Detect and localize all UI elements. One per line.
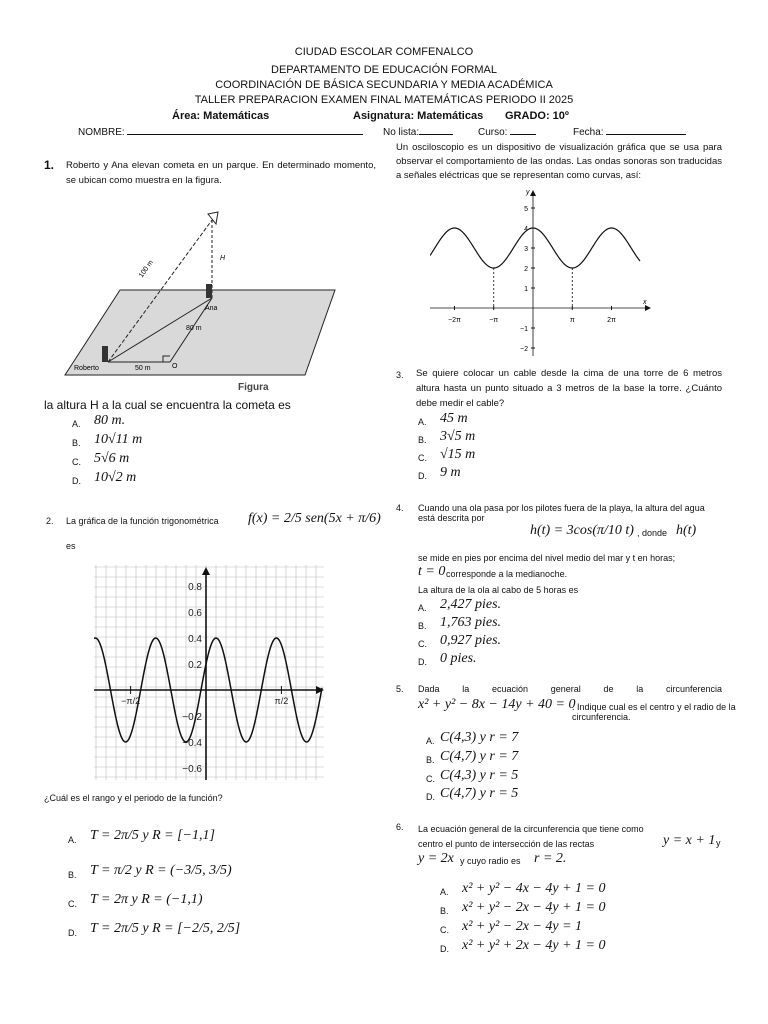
q5-option-c-letter: C.: [426, 774, 435, 784]
q4-option-b[interactable]: 1,763 pies.: [440, 615, 502, 630]
course-label: Curso:: [478, 127, 508, 138]
y-tick-label: −0.2: [182, 712, 202, 723]
q6-option-d[interactable]: x² + y² + 2x − 4y + 1 = 0: [462, 938, 606, 953]
area-label: Área: Matemáticas: [172, 110, 270, 122]
q4-option-a-letter: A.: [418, 603, 427, 613]
q6-number: 6.: [396, 822, 404, 832]
grade-label: GRADO: 10º: [505, 110, 569, 122]
list-label: No lista:: [383, 127, 420, 138]
q4-option-d-letter: D.: [418, 657, 427, 667]
y-tick-label: −2: [520, 346, 528, 353]
y-axis-label: y: [526, 189, 530, 196]
q2-text-after: es: [66, 541, 76, 551]
q5-equation: x² + y² − 8x − 14y + 40 = 0: [418, 697, 576, 712]
q5-option-a[interactable]: C(4,3) y r = 7: [440, 730, 519, 745]
q1-text: Roberto y Ana elevan cometa en un parque. En determinado momento, se ubican como muestra en la figura.: [66, 160, 376, 186]
y-tick-label: 0.2: [188, 660, 202, 671]
label-100m: 100 m: [137, 259, 155, 280]
oscilloscope-graph: [430, 188, 655, 360]
q3-option-c[interactable]: √15 m: [440, 447, 476, 462]
label-roberto: Roberto: [74, 365, 99, 372]
date-blank[interactable]: [606, 134, 686, 135]
q5-text1: Dada la ecuación general de la circunferencia: [418, 684, 722, 694]
q6-radius: r = 2.: [534, 851, 567, 866]
label-50m: 50 m: [135, 365, 151, 372]
coordination: COORDINACIÓN DE BÁSICA SECUNDARIA Y MEDIA ACADÉMICA: [215, 79, 553, 91]
q1-option-c-letter: C.: [72, 457, 81, 467]
q5-number: 5.: [396, 684, 404, 694]
name-blank[interactable]: [127, 134, 363, 135]
q1-option-a[interactable]: 80 m.: [94, 413, 126, 428]
q4-option-b-letter: B.: [418, 621, 427, 631]
y-tick-label: 3: [524, 246, 528, 253]
q4-text1: Cuando una ola pasa por los pilotes fuera de la playa, la altura del agua está descrita por: [418, 503, 705, 523]
q6-option-b-letter: B.: [440, 906, 449, 916]
y-tick-label: 2: [524, 266, 528, 273]
y-axis-arrow: [530, 190, 536, 196]
q1-question: la altura H a la cual se encuentra la cometa es: [44, 398, 291, 412]
q2-option-b-letter: B.: [68, 870, 77, 880]
q4-text4: corresponde a la medianoche.: [446, 569, 568, 579]
q5-option-d-letter: D.: [426, 792, 435, 802]
q6-option-c[interactable]: x² + y² − 2x − 4y = 1: [462, 919, 583, 934]
q1-number: 1.: [44, 158, 55, 172]
q2-question: ¿Cuál es el rango y el periodo de la función?: [44, 793, 223, 803]
y-axis-arrow: [202, 567, 210, 575]
q4-formula: h(t) = 3cos(π/10 t): [530, 523, 634, 538]
y-tick-label: 5: [524, 206, 528, 213]
q5-option-a-letter: A.: [426, 736, 435, 746]
q6-and: y: [716, 838, 721, 848]
y-tick-label: −0.6: [182, 764, 202, 775]
list-blank[interactable]: [419, 134, 453, 135]
x-tick-label: −2π: [448, 317, 461, 324]
x-tick-label: 2π: [607, 317, 616, 324]
label-80m: 80 m: [186, 325, 202, 332]
x-tick-label: −π/2: [121, 696, 141, 706]
q5-option-c[interactable]: C(4,3) y r = 5: [440, 768, 519, 783]
q4-number: 4.: [396, 503, 404, 513]
q2-function: f(x) = 2/5 sen(5x + π/6): [248, 511, 381, 526]
q1-option-d[interactable]: 10√2 m: [94, 470, 137, 485]
q3-option-b-letter: B.: [418, 435, 427, 445]
q6-text1: La ecuación general de la circunferencia que tiene como centro el punto de intersección de las rectas: [418, 824, 644, 849]
name-label: NOMBRE:: [78, 127, 125, 138]
q6-option-d-letter: D.: [440, 944, 449, 954]
q2-option-d[interactable]: T = 2π/5 y R = [−2/5, 2/5]: [90, 921, 241, 936]
q6-text2: y cuyo radio es: [460, 856, 521, 866]
q6-line1: y = x + 1: [663, 833, 716, 848]
label-ana: Ana: [205, 305, 218, 312]
q6-option-a[interactable]: x² + y² − 4x − 4y + 1 = 0: [462, 881, 606, 896]
q1-option-b[interactable]: 10√11 m: [94, 432, 143, 447]
q4-option-a[interactable]: 2,427 pies.: [440, 597, 502, 612]
q3-option-c-letter: C.: [418, 453, 427, 463]
date-field[interactable]: [573, 127, 686, 138]
course-blank[interactable]: [510, 134, 536, 135]
q3-text: Se quiere colocar un cable desde la cima de una torre de 6 metros altura hasta un punto situado a 3 metros de la base la torre. ¿Cuánto debe medir el cable?: [416, 368, 722, 409]
q5-option-b[interactable]: C(4,7) y r = 7: [440, 749, 519, 764]
q3-option-b[interactable]: 3√5 m: [440, 429, 476, 444]
q1-option-a-letter: A.: [72, 419, 81, 429]
q5-text2: . Indique cual es el centro y el radio de la circunferencia.: [572, 702, 736, 722]
q2-option-c-letter: C.: [68, 899, 77, 909]
q4-option-d[interactable]: 0 pies.: [440, 651, 477, 666]
q2-graph: [94, 565, 324, 780]
q5-option-d[interactable]: C(4,7) y r = 5: [440, 786, 519, 801]
q2-text: La gráfica de la función trigonométrica: [66, 516, 219, 526]
q6-option-a-letter: A.: [440, 887, 449, 897]
q3-number: 3.: [396, 370, 404, 380]
y-tick-label: −1: [520, 326, 528, 333]
label-o: O: [172, 363, 178, 370]
worksheet-title: TALLER PREPARACION EXAMEN FINAL MATEMÁTICAS PERIODO II 2025: [194, 94, 574, 106]
label-h: H: [220, 255, 226, 262]
figure-caption: Figura: [238, 382, 269, 393]
subject-label: Asignatura: Matemáticas: [353, 110, 484, 122]
x-tick-label: π/2: [274, 696, 289, 706]
q6-option-b[interactable]: x² + y² − 2x − 4y + 1 = 0: [462, 900, 606, 915]
q4-option-c-letter: C.: [418, 639, 427, 649]
x-tick-label: π: [569, 317, 575, 324]
school-name: CIUDAD ESCOLAR COMFENALCO: [294, 46, 474, 58]
q4-question: La altura de la ola al cabo de 5 horas es: [418, 585, 579, 595]
q3-option-d-letter: D.: [418, 471, 427, 481]
q6-option-c-letter: C.: [440, 925, 449, 935]
y-tick-label: 0.6: [188, 608, 202, 619]
q1-option-c[interactable]: 5√6 m: [94, 451, 130, 466]
q4-text3: se mide en pies por encima del nivel medio del mar y t en horas;: [418, 553, 676, 563]
q4-option-c[interactable]: 0,927 pies.: [440, 633, 502, 648]
y-tick-label: 0.4: [188, 634, 202, 645]
q2-option-b[interactable]: T = π/2 y R = (−3/5, 3/5): [90, 863, 232, 878]
q1-option-d-letter: D.: [72, 476, 81, 486]
name-field[interactable]: [78, 127, 363, 138]
q2-option-a[interactable]: T = 2π/5 y R = [−1,1]: [90, 828, 215, 843]
q3-option-d[interactable]: 9 m: [440, 465, 461, 480]
y-tick-label: 1: [524, 286, 528, 293]
x-tick-label: −π: [489, 317, 499, 324]
q2-number: 2.: [46, 516, 54, 526]
q4-text2: , donde: [637, 528, 668, 538]
q4-ht: h(t): [676, 523, 697, 538]
q3-option-a-letter: A.: [418, 417, 427, 427]
q4-t0: t = 0: [418, 564, 446, 579]
q1-figure: [60, 200, 370, 395]
y-tick-label: 4: [524, 226, 528, 233]
x-axis-label: x: [643, 299, 647, 306]
course-field[interactable]: [478, 127, 536, 138]
q5-option-b-letter: B.: [426, 755, 435, 765]
y-tick-label: 0.8: [188, 582, 202, 593]
department: DEPARTAMENTO DE EDUCACIÓN FORMAL: [271, 64, 497, 76]
q1-option-b-letter: B.: [72, 438, 81, 448]
q6-line2: y = 2x: [418, 851, 454, 866]
q2-option-d-letter: D.: [68, 928, 77, 938]
oscillo-intro: Un osciloscopio es un dispositivo de visualización gráfica que se usa para observar el comportamiento de las ondas. Las ondas sonoras son traducidas a señales eléctricas que se representan como curvas, así:: [396, 142, 722, 181]
y-tick-label: −0.4: [182, 738, 202, 749]
q2-option-c[interactable]: T = 2π y R = (−1,1): [90, 892, 203, 907]
q2-option-a-letter: A.: [68, 835, 77, 845]
q3-option-a[interactable]: 45 m: [440, 411, 468, 426]
date-label: Fecha:: [573, 127, 604, 138]
list-field[interactable]: [383, 127, 453, 138]
